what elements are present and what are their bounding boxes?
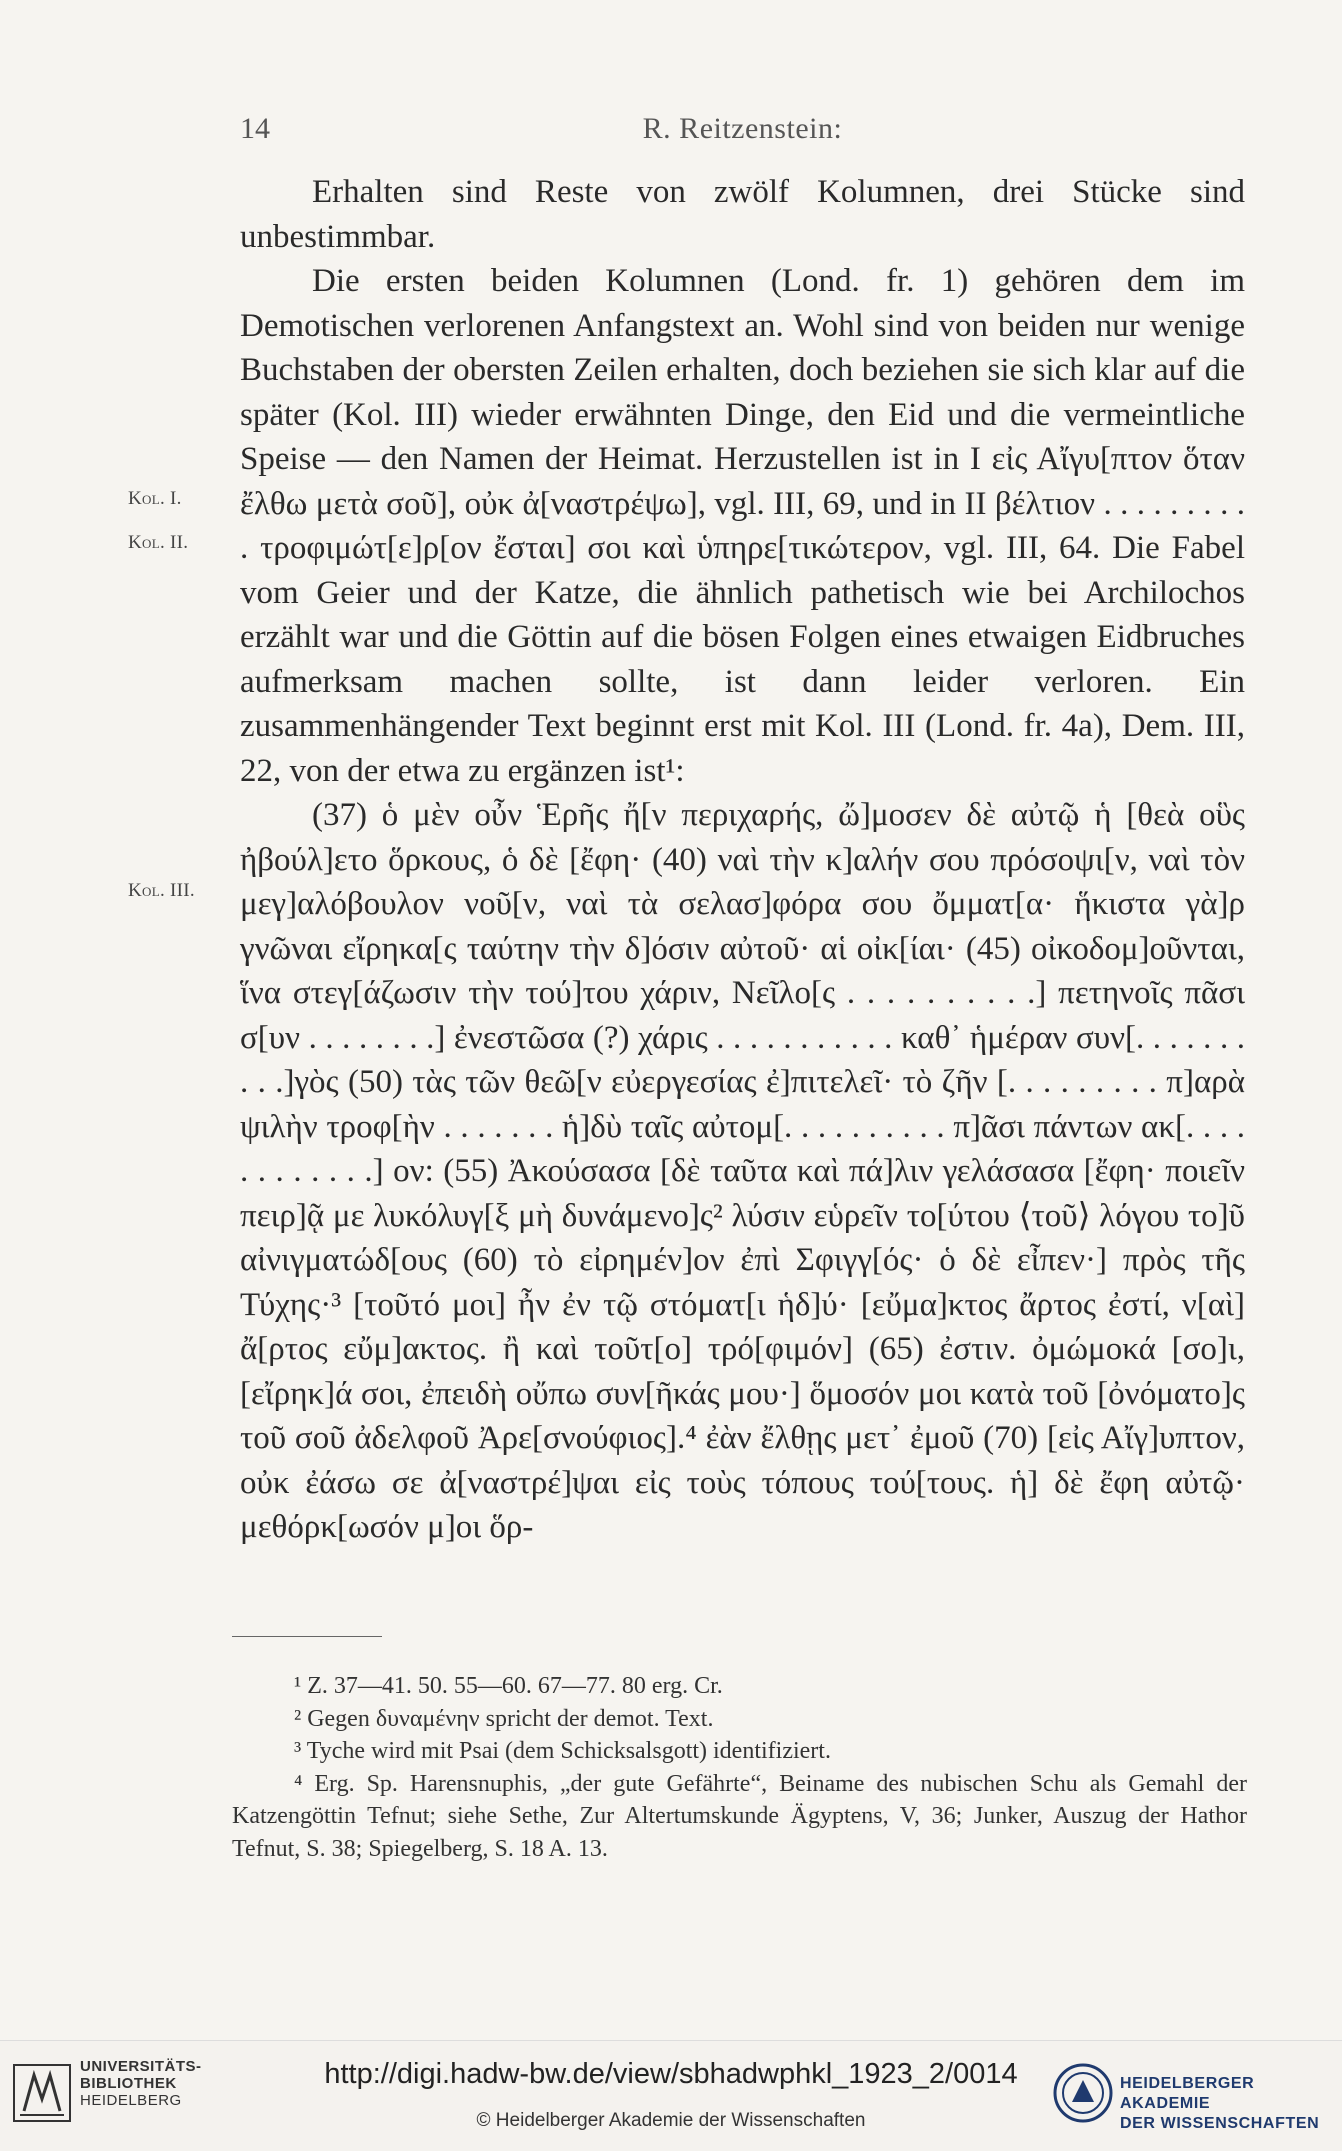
footnote-1: ¹ Z. 37—41. 50. 55—60. 67—77. 80 erg. Cr. (294, 1673, 723, 1699)
paragraph-greek-text: (37) ὁ μὲν οὖν Ἑρῆς ἤ[ν περιχαρής, ὤ]μοσεν δὲ αὐτῷ ἡ [θεὰ οὓς ἠβούλ]ετο ὅρκους, ὁ δὲ [ἔφη· (40) ναὶ τὴν κ]αλήν σου πρόσοψι[ν, ναὶ τὸν μεγ]αλόβουλον νοῦ[ν, ναὶ τὰ σελασ]φόρα σου ὄμματ[α· ἥκιστα γὰ]ρ γνῶναι εἴρηκα[ς ταύτην τὴν δ]όσιν αὐτοῦ· αἱ οἰκ[ίαι· (45) οἰκοδομ]οῦνται, ἵνα στεγ[άζωσιν τὴν τού]του χάριν, Νεῖλο[ς . . . . . . . . . .] πετηνοῖς πᾶσι σ[υν . . . . . . . .] ἐνεστῶσα (?) χάρις . . . . . . . . . . . καθ᾽ ἡμέραν συν[. . . . . . . . . .]γὸς (50) τὰς τῶν θεῶ[ν εὐεργεσίας ἐ]πιτελεῖ· τὸ ζῆν [. . . . . . . . . π]αρὰ ψιλὴν τροφ[ὴν . . . . . . . ἡ]δὺ ταῖς αὐτομ[. . . . . . . . . . π]ᾶσι πάντων ακ[. . . . . . . . . . . .] ον: (55) Ἀκούσασα [δὲ ταῦτα καὶ πά]λιν γελάσασα [ἔφη· ποιεῖν πειρ]ᾷ με λυκόλυγ[ξ μὴ δυνάμενο]ς² λύσιν εὑρεῖν το[ύτου ⟨τοῦ⟩ λόγου το]ῦ αἰνιγματώδ[ους (60) τὸ εἰρημέν]ον ἐπὶ Σφιγγ[ός· ὁ δὲ εἶπεν·] πρὸς τῆς Τύχης·³ [τοῦτό μοι] ἦν ἐν τῷ στόματ[ι ἡδ]ύ· [εὔμα]κτος ἄρτος ἐστί, ν[αὶ] ἄ[ρτος εὔμ]ακτος. ἢ καὶ τοῦτ[ο] τρό[φιμόν] (65) ἐστιν. ὀμώμοκά [σο]ι, [εἴρηκ]ά σοι, ἐπειδὴ οὔπω συν[ῆκάς μου·] ὅμοσόν μοι κατὰ τοῦ [ὀνόματο]ς τοῦ σοῦ ἀδελφοῦ Ἀρε[σνούφιος].⁴ ἐὰν ἔλθῃς μετ᾽ ἐμοῦ (70) [εἰς Αἴγ]υπτον, οὐκ ἐάσω σε ἀ[ναστρέ]ψαι εἰς τοὺς τόπους τού[τους. ἡ] δὲ ἔφη αὐτῷ· μεθόρκ[ωσόν μ]οι ὅρ- (240, 797, 1245, 1545)
permalink-url[interactable]: http://digi.hadw-bw.de/view/sbhadwphkl_1923_2/0014 (324, 2058, 1018, 2090)
footnote-3: ³ Tyche wird mit Psai (dem Schicksalsgott) identifiziert. (294, 1738, 831, 1764)
running-head: R. Reitzenstein: (642, 112, 843, 145)
margin-note-kol-3: Kol. III. (128, 880, 195, 901)
academy-seal-icon (1052, 2062, 1114, 2124)
footnote-4: ⁴ Erg. Sp. Harensnuphis, „der gute Gefährte“, Beiname des nubischen Schu als Gemahl der Katzengöttin Tefnut; siehe Sethe, Zur Altertumskunde Ägyptens, V, 36; Junker, Auszug der Hathor Tefnut, S. 38; Spiegelberg, S. 18 A. 13. (232, 1770, 1247, 1862)
footnote-2: ² Gegen δυναμένην spricht der demot. Text. (294, 1705, 714, 1732)
paragraph-commentary: Die ersten beiden Kolumnen (Lond. fr. 1) gehören dem im Demotischen verlorenen Anfangstext an. Wohl sind von beiden nur wenige Buchstaben der obersten Zeilen erhalten, doch beziehen sie sich klar auf die später (Kol. III) wieder erwähnten Dinge, den Eid und die vermeintliche Speise — den Namen der Heimat. Herzustellen ist in I εἰς Αἴγυ[πτον ὅταν ἔλθω μετὰ σοῦ], οὐκ ἀ[ναστρέψω], vgl. III, 69, und in II βέλτιον . . . . . . . . . . τροφιμώτ[ε]ρ[ον ἔσται] σοι καὶ ὑπηρε[τικώτερον, vgl. III, 64. Die Fabel vom Geier und der Katze, die ähnlich pathetisch wie bei Archilochos erzählt war und die Göttin auf die bösen Folgen eines etwaigen Eidbruches aufmerksam machen sollte, ist dann leider verloren. Ein zusammenhängender Text beginnt erst mit Kol. III (Lond. fr. 4a), Dem. III, 22, von der etwa zu ergänzen ist¹: (240, 263, 1245, 789)
footnotes (232, 1670, 1247, 1865)
library-name-line-1: UNIVERSITÄTS- (80, 2058, 202, 2075)
library-name-line-2: BIBLIOTHEK (80, 2075, 177, 2092)
academy-name (1120, 2074, 1342, 2134)
paragraph-intro: Erhalten sind Reste von zwölf Kolumnen, drei Stücke sind unbestimmbar. (240, 174, 1245, 255)
academy-name-line-2: DER WISSENSCHAFTEN (1120, 2115, 1320, 2132)
footnote-rule (232, 1636, 382, 1637)
margin-note-kol-2: Kol. II. (128, 532, 189, 553)
page-header (240, 112, 1245, 156)
academy-name-line-1: HEIDELBERGER AKADEMIE (1120, 2075, 1255, 2112)
library-name-line-3: HEIDELBERG (80, 2092, 182, 2109)
body-text (240, 170, 1245, 1550)
margin-note-kol-1: Kol. I. (128, 488, 182, 509)
copyright-notice: © Heidelberger Akademie der Wissenschaften (476, 2110, 866, 2131)
page-number: 14 (240, 112, 270, 145)
